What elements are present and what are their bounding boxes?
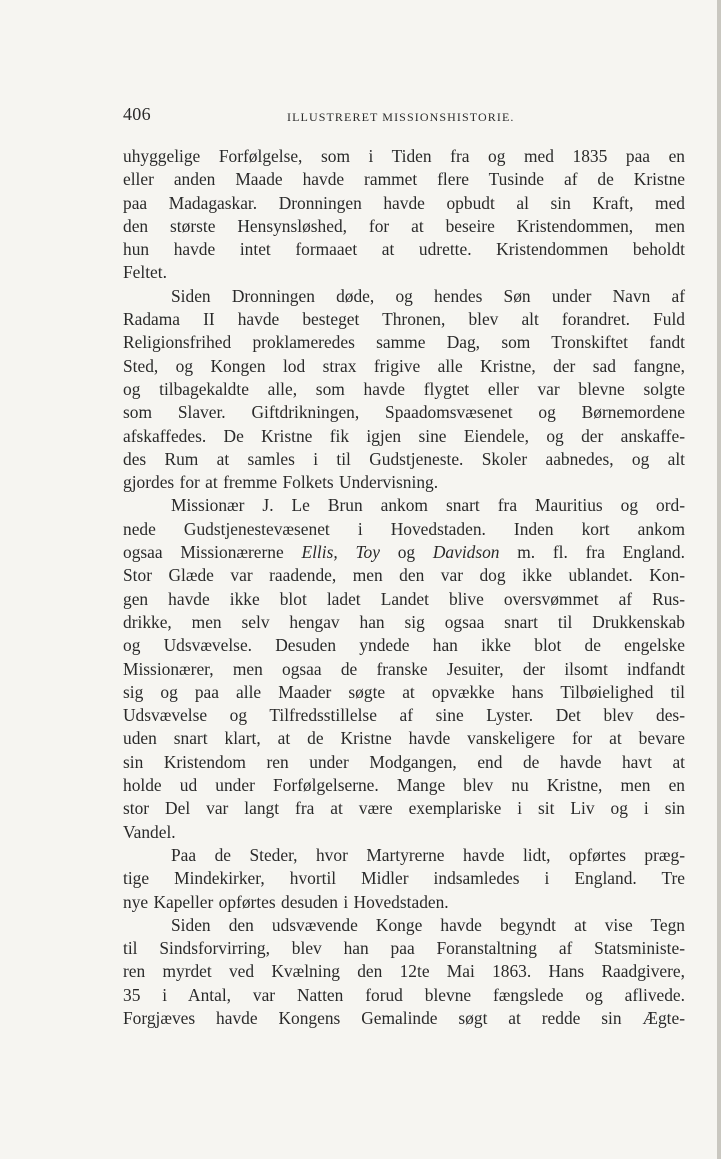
text-line: afskaffedes. De Kristne fik igjen sine Eiendele, og der anskaffe- [123, 425, 685, 446]
text-line: gen havde ikke blot ladet Landet blive oversvømmet af Rus- [123, 588, 685, 609]
text-line: uden snart klart, at de Kristne havde vanskeligere for at bevare [123, 728, 685, 749]
text-line: uhyggelige Forfølgelse, som i Tiden fra og med 1835 paa en [123, 146, 685, 166]
paragraph-start-line: Siden den udsvævende Konge havde begyndt at vise Tegn [171, 914, 685, 935]
text-line: og Udsvævelse. Desuden yndede han ikke blot de engelske [123, 635, 685, 656]
text-line: paa Madagaskar. Dronningen havde opbudt al sin Kraft, med [123, 192, 685, 213]
text-line: hun havde intet formaaet at udrette. Kristendommen beholdt [123, 239, 685, 260]
text-line: 35 i Antal, var Natten forud blevne fængslede og aflivede. [123, 984, 685, 1005]
text-line: som Slaver. Giftdrikningen, Spaadomsvæsenet og Børnemordene [123, 402, 685, 423]
page-edge [717, 0, 721, 1159]
text-line: Missionærer, men ogsaa de franske Jesuiter, der ilsomt indfandt [123, 658, 685, 679]
paragraph-start-line: Siden Dronningen døde, og hendes Søn under Navn af [171, 285, 685, 306]
text-line: des Rum at samles i til Gudstjeneste. Skoler aabnedes, og alt [123, 448, 685, 469]
text-line: Udsvævelse og Tilfredsstillelse af sine Lyster. Det blev des- [123, 705, 685, 726]
text-line: den største Hensynsløshed, for at beseire Kristendommen, men [123, 215, 685, 236]
missionary-name-italic: Davidson [432, 542, 500, 563]
text-line: tige Mindekirker, hvortil Midler indsamledes i England. Tre [123, 868, 685, 889]
text-line: Stor Glæde var raadende, men den var dog ikke ublandet. Kon- [123, 565, 685, 586]
text-line: Religionsfrihed proklameredes samme Dag, som Tronskiftet fandt [123, 332, 685, 353]
text-line: nye Kapeller opførtes desuden i Hovedstaden. [123, 891, 449, 912]
text-line: gjordes for at fremme Folkets Undervisning. [123, 472, 439, 493]
text-line: til Sindsforvirring, blev han paa Foranstaltning af Statsministe- [123, 938, 685, 959]
text-segment: m. fl. fra England. [517, 542, 685, 563]
text-line: Sted, og Kongen lod strax frigive alle Kristne, der sad fangne, [123, 355, 685, 376]
text-line: eller anden Maade havde rammet flere Tusinde af de Kristne [123, 169, 685, 190]
text-segment: og [397, 542, 416, 563]
page-number: 406 [123, 104, 151, 124]
text-line: sin Kristendom ren under Modgangen, end de havde havt at [123, 751, 685, 772]
running-title: ILLUSTRERET MISSIONSHISTORIE. [287, 110, 515, 124]
text-line: sig og paa alle Maader søgte at opvække hans Tilbøielighed til [123, 681, 685, 702]
paragraph-start-line: Missionær J. Le Brun ankom snart fra Mauritius og ord- [171, 495, 685, 516]
missionary-names-italic: Ellis, Toy [301, 542, 380, 563]
text-line: drikke, men selv hengav han sig ogsaa snart til Drukkenskab [123, 611, 685, 632]
text-line: nede Gudstjenestevæsenet i Hovedstaden. Inden kort ankom [123, 518, 685, 539]
page-header [123, 104, 683, 128]
text-line: Forgjæves havde Kongens Gemalinde søgt at redde sin Ægte- [123, 1007, 685, 1028]
body-text [123, 145, 685, 1030]
text-segment: ogsaa Missionærerne [123, 542, 284, 563]
text-line: Radama II havde besteget Thronen, blev alt forandret. Fuld [123, 309, 685, 330]
text-line: stor Del var langt fra at være exemplariske i sit Liv og i sin [123, 798, 685, 819]
text-line: Vandel. [123, 821, 176, 842]
text-line-with-names [123, 541, 685, 564]
text-line: og tilbagekaldte alle, som havde flygtet eller var blevne solgte [123, 378, 685, 399]
text-line: ren myrdet ved Kvælning den 12te Mai 1863. Hans Raadgivere, [123, 961, 685, 982]
paragraph-start-line: Paa de Steder, hvor Martyrerne havde lidt, opførtes præg- [171, 844, 685, 865]
text-line: holde ud under Forfølgelserne. Mange blev nu Kristne, men en [123, 775, 685, 796]
text-line: Feltet. [123, 262, 167, 283]
